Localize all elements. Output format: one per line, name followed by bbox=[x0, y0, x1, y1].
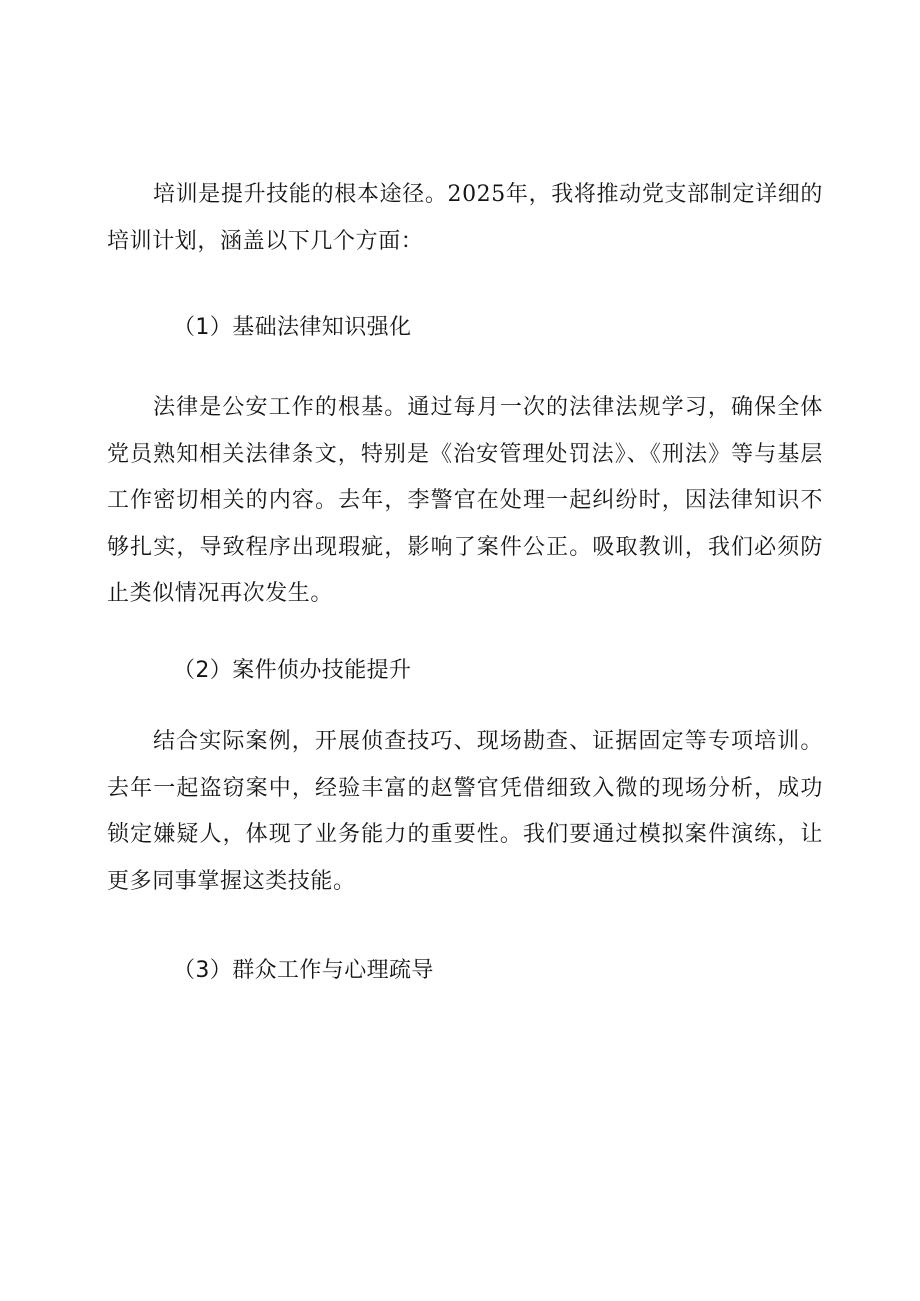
section-1-paragraph: 法律是公安工作的根基。通过每月一次的法律法规学习，确保全体党员熟知相关法律条文，特别是《治安管理处罚法》、《刑法》等与基层工作密切相关的内容。去年，李警官在处理一起纠纷时，因法律知识不够扎实，导致程序出现瑕疵，影响了案件公正。吸取教训，我们必须防止类似情况再次发生。 bbox=[107, 395, 823, 606]
intro-paragraph: 培训是提升技能的根本途径。2025年，我将推动党支部制定详细的培训计划，涵盖以下几个方面： bbox=[107, 182, 823, 254]
section-2-paragraph: 结合实际案例，开展侦查技巧、现场勘查、证据固定等专项培训。去年一起盗窃案中，经验丰富的赵警官凭借细致入微的现场分析，成功锁定嫌疑人，体现了业务能力的重要性。我们要通过模拟案件演练，让更多同事掌握这类技能。 bbox=[107, 729, 823, 894]
section-2-heading: （2）案件侦办技能提升 bbox=[173, 658, 412, 683]
section-3-heading: （3）群众工作与心理疏导 bbox=[173, 958, 434, 983]
section-1-heading: （1）基础法律知识强化 bbox=[173, 315, 412, 340]
